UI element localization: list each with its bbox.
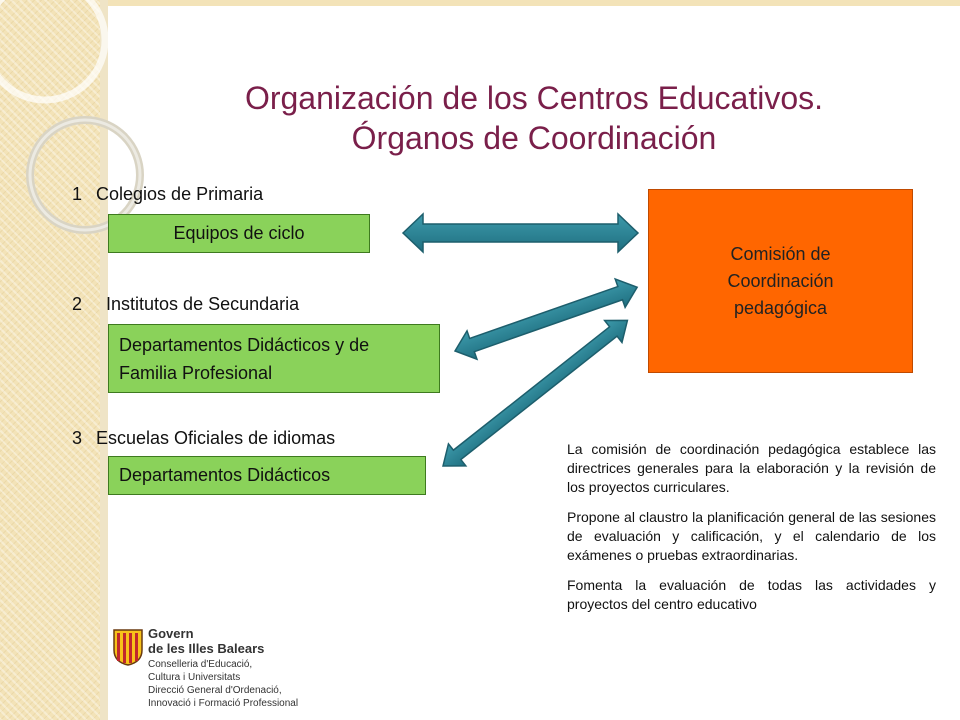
logo-name-line1: Govern (148, 626, 194, 641)
equipos-ciclo-label: Equipos de ciclo (173, 223, 305, 243)
govern-logo (148, 626, 298, 710)
description-paragraph: Propone al claustro la planificación general de las sesiones de evaluación y calificación, y el calendario de los exámenes o pruebas extraordinarias. (567, 509, 936, 563)
coat-of-arms-icon (112, 628, 144, 666)
departamentos-familia-label: Departamentos Didácticos y de Familia Profesional (119, 335, 370, 383)
logo-department-line: Cultura i Universitats (148, 672, 241, 683)
double-arrow-icon (450, 273, 642, 365)
comision-coordinacion-label: Comisión de Coordinación pedagógica (727, 243, 834, 318)
departamentos-didacticos-label: Departamentos Didácticos (119, 465, 331, 485)
logo-department-line: Direcció General d'Ordenació, (148, 685, 282, 696)
description-paragraph: Fomenta la evaluación de todas las actividades y proyectos del centro educativo (567, 577, 936, 612)
commission-description (567, 440, 936, 625)
section-2-label: Institutos de Secundaria (106, 294, 300, 314)
section-3-label: Escuelas Oficiales de idiomas (96, 428, 336, 448)
logo-department-line: Innovació i Formació Professional (148, 698, 299, 709)
section-1-label: Colegios de Primaria (96, 184, 264, 204)
page-title: Organización de los Centros Educativos. (244, 80, 824, 116)
logo-department (148, 658, 298, 710)
section-3-number: 3 (72, 428, 83, 448)
logo-name-line2: de les Illes Balears (148, 641, 265, 656)
section-1-number: 1 (72, 184, 83, 204)
section-2-number: 2 (72, 294, 83, 314)
logo-department-line: Conselleria d'Educació, (148, 659, 253, 670)
double-arrow-icon (403, 214, 638, 252)
description-paragraph: La comisión de coordinación pedagógica establece las directrices generales para la elaboración y la revisión de los proyectos curriculares. (567, 441, 936, 495)
page-subtitle: Órganos de Coordinación (351, 120, 717, 156)
